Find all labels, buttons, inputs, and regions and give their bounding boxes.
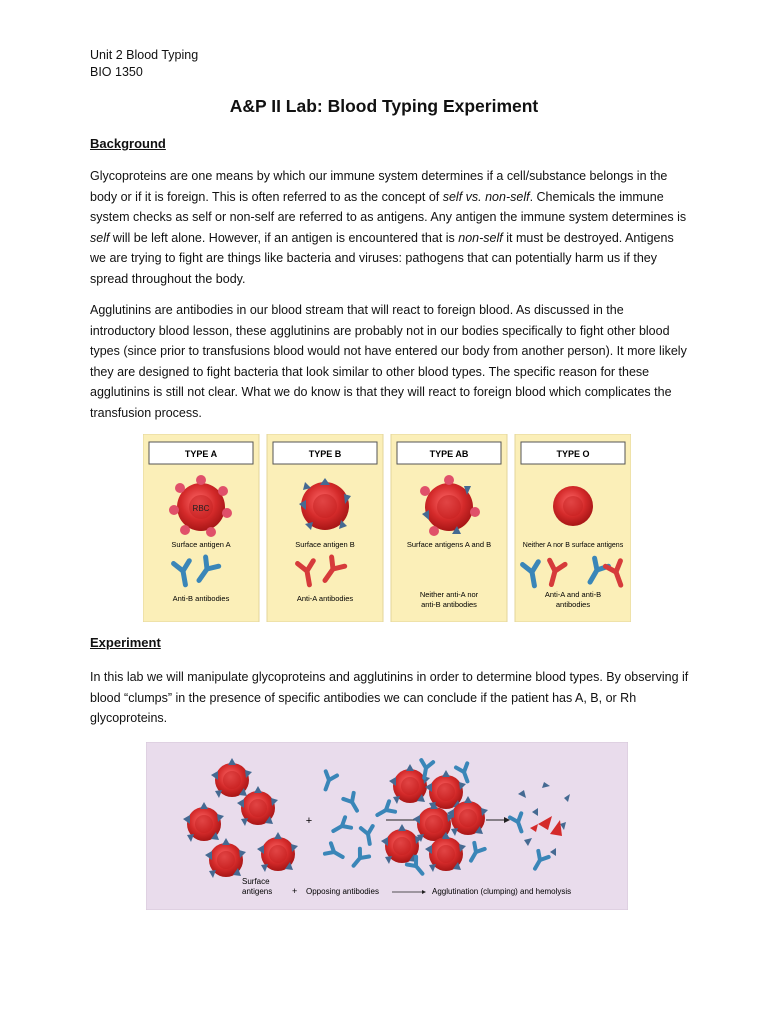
panel-type-a <box>143 434 259 622</box>
plus-label: + <box>292 886 298 896</box>
background-paragraph-2: Agglutinins are antibodies in our blood stream that will react to foreign blood. As discussed in the introductory blood lesson, these agglutinins are probably not in our bodies specifically to fight other blood types (since prior to transfusions blood would not have entered our body from another person). It more likely they are designed to fight bacteria that look similar to other blood types. The specific reason for these agglutinins is still not clear. What we do know is that they will react to foreign blood which complicates the transfusion process. <box>90 303 687 420</box>
panel-type-b <box>267 434 383 622</box>
type-b-antigen-label: Surface antigen B <box>295 540 355 549</box>
rbc-type-o <box>553 486 593 526</box>
panel-type-ab <box>391 434 507 622</box>
type-b-antibody-label: Anti-A antibodies <box>296 594 354 603</box>
type-o-label: TYPE O <box>556 449 590 459</box>
background-paragraph-1: Glycoproteins are one means by which our immune system determines if a cell/substance belongs in the body or if it is foreign. This is often referred to as the concept of self vs. non-self. Chemicals the immune system checks as self or non-self are referred to as antigens. Any antigen the immune system determines is self will be left alone. However, if an antigen is encountered that is non-self it must be destroyed. Antigens we are trying to fight are things like bacteria and viruses: pathogens that can potentially harm us if they spread throughout the body. <box>90 169 687 286</box>
type-a-label: TYPE A <box>184 449 218 459</box>
unit-label: Unit 2 Blood Typing <box>90 48 199 62</box>
course-label: BIO 1350 <box>90 65 143 79</box>
background-heading: Background <box>90 136 166 151</box>
panel-type-o <box>515 434 631 622</box>
type-ab-antibody-label-1: Neither anti-A nor <box>419 590 479 599</box>
type-ab-label: TYPE AB <box>429 449 469 459</box>
surface-label-2: antigens <box>242 887 273 896</box>
antibodies-label: Opposing antibodies <box>306 887 379 896</box>
type-a-antigen-label: Surface antigen A <box>171 540 231 549</box>
rbc-label: RBC <box>192 504 210 513</box>
agglutination-label: Agglutination (clumping) and hemolysis <box>432 887 572 896</box>
experiment-heading: Experiment <box>90 635 161 650</box>
svg-text:+: + <box>305 815 313 827</box>
type-o-antigen-label: Neither A nor B surface antigens <box>522 542 624 549</box>
page-title: A&P II Lab: Blood Typing Experiment <box>229 96 539 116</box>
surface-label-1: Surface <box>242 877 270 886</box>
type-ab-antibody-label-2: anti-B antibodies <box>421 600 477 609</box>
agglutination-figure <box>146 742 628 910</box>
type-b-label: TYPE B <box>308 449 342 459</box>
type-ab-antigen-label: Surface antigens A and B <box>406 540 492 549</box>
type-o-antibody-label-2: antibodies <box>555 600 591 609</box>
experiment-paragraph: In this lab we will manipulate glycoproteins and agglutinins in order to determine blood types. By observing if blood “clumps” in the presence of specific antibodies we can conclude if the patient has A, B, or Rh glycoproteins. <box>90 670 689 725</box>
type-a-antibody-label: Anti-B antibodies <box>172 594 230 603</box>
type-o-antibody-label-1: Anti-A and anti-B <box>544 590 602 599</box>
blood-types-figure <box>143 434 631 622</box>
